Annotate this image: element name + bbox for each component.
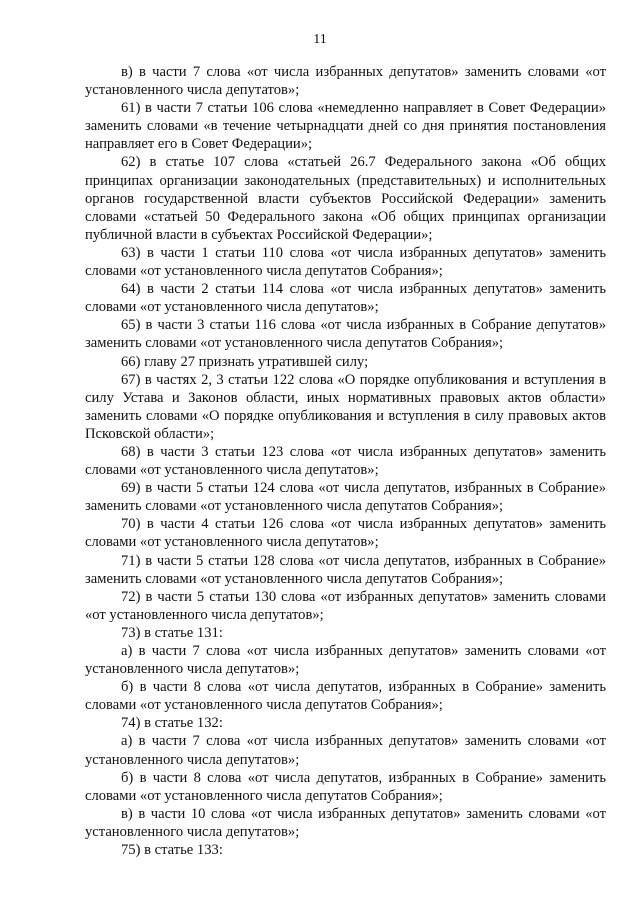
paragraph-75: 75) в статье 133: xyxy=(121,842,223,859)
paragraph-74-b: б) в части 8 слова «от числа депутатов, избранных в Собрание» заменить словами «от установленного числа депутатов Собрания»; xyxy=(85,769,606,804)
paragraph-74-a: а) в части 7 слова «от числа избранных депутатов» заменить словами «от установленного числа депутатов»; xyxy=(85,733,606,768)
page-number: 11 xyxy=(313,32,327,47)
paragraph-71: 71) в части 5 статьи 128 слова «от числа депутатов, избранных в Собрание» заменить словами «от установленного числа депутатов Собрания»; xyxy=(85,552,606,587)
paragraph-73: 73) в статье 131: xyxy=(121,624,223,641)
paragraph-65: 65) в части 3 статьи 116 слова «от числа избранных в Собрание депутатов» заменить словами «от установленного числа депутатов Собрания»; xyxy=(85,317,606,352)
paragraph-74-v: в) в части 10 слова «от числа избранных депутатов» заменить словами «от установленного числа депутатов»; xyxy=(85,805,606,840)
paragraph-67: 67) в частях 2, 3 статьи 122 слова «О порядке опубликования и вступления в силу Устава и Законов области, иных нормативных правовых актов области» заменить словами «О порядке опубликования и вступления в силу правовых актов Псковской области»; xyxy=(85,371,606,442)
paragraph-68: 68) в части 3 статьи 123 слова «от числа избранных депутатов» заменить словами «от установленного числа депутатов»; xyxy=(85,443,606,479)
paragraph-73-a: а) в части 7 слова «от числа избранных депутатов» заменить словами «от установленного числа депутатов»; xyxy=(85,643,606,678)
paragraph-66: 66) главу 27 признать утратившей силу; xyxy=(121,353,369,370)
paragraph-72: 72) в части 5 статьи 130 слова «от избранных депутатов» заменить словами «от установленного числа депутатов»; xyxy=(85,588,606,623)
paragraph-63: 63) в части 1 статьи 110 слова «от числа избранных депутатов» заменить словами «от установленного числа депутатов Собрания»; xyxy=(85,244,606,280)
paragraph-70: 70) в части 4 статьи 126 слова «от числа избранных депутатов» заменить словами «от установленного числа депутатов»; xyxy=(85,516,606,551)
paragraph-74: 74) в статье 132: xyxy=(121,715,223,732)
paragraph-64: 64) в части 2 статьи 114 слова «от числа избранных депутатов» заменить словами «от установленного числа депутатов»; xyxy=(85,281,606,316)
paragraph-73-b: б) в части 8 слова «от числа депутатов, избранных в Собрание» заменить словами «от установленного числа депутатов Собрания»; xyxy=(85,679,606,714)
paragraph-69: 69) в части 5 статьи 124 слова «от числа депутатов, избранных в Собрание» заменить словами «от установленного числа депутатов Собрания»; xyxy=(85,480,606,515)
paragraph-62: 62) в статье 107 слова «статьей 26.7 Федерального закона «Об общих принципах организации законодательных (представительных) и исполнительных органов государственной власти субъектов Российской Федерации» заменить словами «статьей 50 Федерального закона «Об общих принципах организации публичной власти в субъектах Российской Федерации»; xyxy=(85,154,606,243)
paragraph-61: 61) в части 7 статьи 106 слова «немедленно направляет в Совет Федерации» заменить словами «в течение четырнадцати дней со дня принятия постановления направляет его в Совет Федерации»; xyxy=(85,100,606,153)
document-body xyxy=(85,63,606,859)
paragraph-v-part-7: в) в части 7 слова «от числа избранных депутатов» заменить словами «от установленного числа депутатов»; xyxy=(85,64,606,99)
